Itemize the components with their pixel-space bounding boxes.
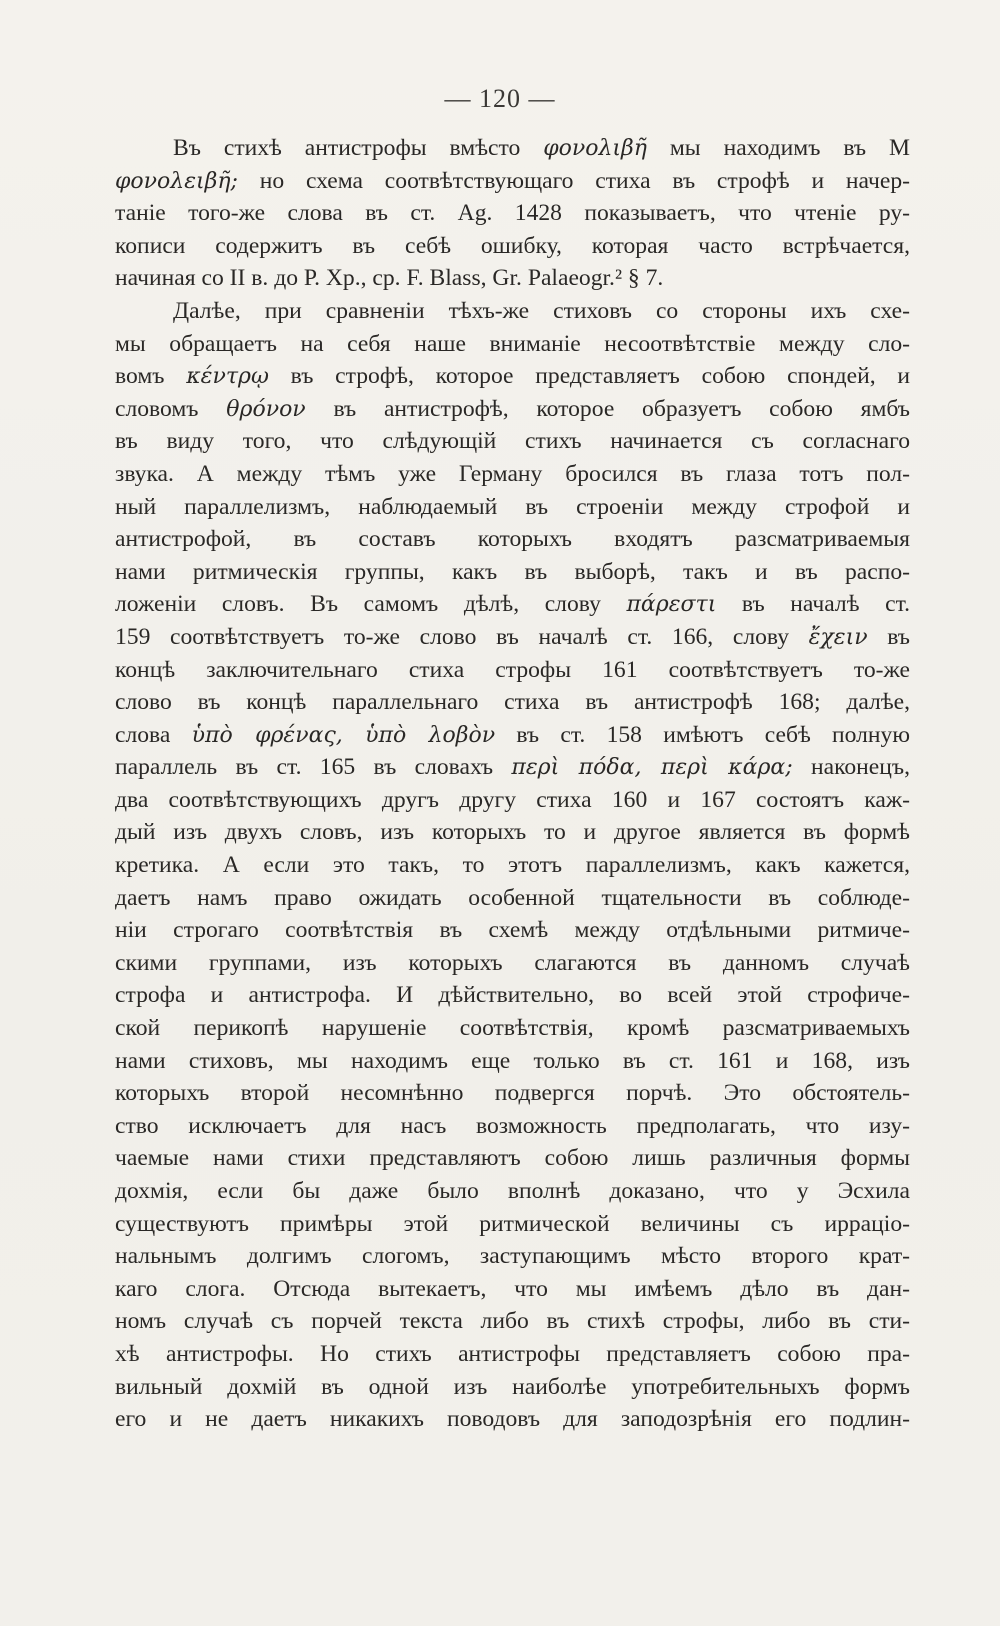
text-segment: вильный дохмій въ одной изъ наиболѣе употребительныхъ формъ [115,1373,910,1400]
text-line [115,621,910,654]
text-segment: въ антистрофѣ, которое образуетъ собою ямбъ [305,395,910,422]
text-segment: наконецъ, [792,754,910,781]
text-segment: хѣ антистрофы. Но стихъ антистрофы представляетъ собою пра- [115,1340,910,1367]
text-segment: дохмія, если бы даже было вполнѣ доказано, что у Эсхила [115,1178,910,1204]
text-segment: ской перикопѣ нарушеніе соотвѣтствія, кромѣ разсматриваемыхъ [115,1015,910,1042]
text-segment: скими группами, изъ которыхъ слагаются въ данномъ случаѣ [115,949,910,976]
text-segment: концѣ заключительнаго стиха строфы 161 соотвѣтствуетъ то-же [115,656,910,683]
text-line [115,1110,910,1143]
text-segment: антистрофой, въ составъ которыхъ входятъ разсматриваемыя [115,526,910,553]
text-segment: нами стиховъ, мы находимъ еще только въ ст. 161 и 168, изъ [115,1047,910,1074]
text-segment: ніи строгаго соотвѣтствія въ схемѣ между отдѣльными ритмиче- [115,917,910,944]
text-line [115,751,910,784]
greek-word: ὑπὸ φρένας, ὑπὸ λοβὸν [191,722,496,748]
greek-word: περὶ πόδα, περὶ κάρα; [511,755,793,781]
text-line [115,1371,910,1404]
text-line [115,1142,910,1175]
text-line [115,914,910,947]
text-line [115,588,910,621]
text-segment: въ [867,623,910,650]
text-line [115,1077,910,1110]
page-number: — 120 — [444,84,556,113]
text-line [115,1273,910,1306]
text-line [115,197,910,230]
text-line [115,849,910,882]
text-segment: параллель въ ст. 165 въ словахъ [115,754,512,781]
text-segment: словомъ [115,395,227,422]
text-segment: каго слога. Отсюда вытекаетъ, что мы имѣемъ дѣло въ дан- [115,1275,910,1302]
greek-word: θρόνον [226,396,306,422]
text-segment: существуютъ примѣры этой ритмической величины съ ирраціо- [115,1210,910,1237]
text-line [115,1045,910,1078]
body-text [115,132,910,1436]
text-segment: которыхъ второй несомнѣнно подвергся порчѣ. Это обстоятель- [115,1080,910,1107]
text-segment: Далѣе, при сравненіи тѣхъ-же стиховъ со стороны ихъ схе- [173,297,910,324]
text-line [115,1338,910,1371]
text-segment: даетъ намъ право ожидать особенной тщательности въ соблюде- [115,884,910,911]
text-line [115,654,910,687]
text-line [115,165,910,198]
text-line [115,295,910,328]
text-segment: строфа и антистрофа. И дѣйствительно, во всей этой строфиче- [115,982,910,1009]
text-line [115,784,910,817]
text-line [115,947,910,980]
text-segment: вомъ [115,363,187,390]
text-line [115,816,910,849]
text-segment: два соотвѣтствующихъ другъ другу стиха 160 и 167 состоятъ каж- [115,786,910,813]
text-segment: въ виду того, что слѣдующій стихъ начинается съ согласнаго [115,428,910,455]
greek-word: κέντρῳ [186,364,269,390]
text-segment: его и не даетъ никакихъ поводовъ для заподозрѣнія его подлин- [115,1406,910,1433]
text-line [115,882,910,915]
text-line [115,328,910,361]
greek-word: πάρεστι [626,592,717,618]
text-segment: кретика. А если это такъ, то этотъ параллелизмъ, какъ кажется, [115,852,910,879]
text-line [115,1240,910,1273]
text-segment: ство исключаетъ для насъ возможность предполагать, что изу- [115,1112,910,1139]
text-line [115,979,910,1012]
text-segment: номъ случаѣ съ порчей текста либо въ стихѣ строфы, либо въ сти- [115,1308,910,1335]
text-line [115,686,910,719]
text-segment: въ началѣ ст. [716,591,910,618]
text-line [115,719,910,752]
text-line [115,1012,910,1045]
text-segment: нальнымъ долгимъ слогомъ, заступающимъ мѣсто второго крат- [115,1243,910,1270]
text-line [115,393,910,426]
text-line [115,1175,910,1208]
text-segment: дый изъ двухъ словъ, изъ которыхъ то и другое является въ формѣ [115,819,910,846]
greek-word: φονολιβῆ [543,136,647,161]
text-segment: мы находимъ въ M [646,135,910,161]
text-segment: 159 соотвѣтствуетъ то-же слово въ началѣ ст. 166, слову [115,623,809,650]
text-line [115,132,910,165]
text-segment: звука. А между тѣмъ уже Герману бросился въ глаза тотъ пол- [115,460,910,487]
text-segment: нами ритмическія группы, какъ въ выборѣ, такъ и въ распо- [115,558,910,585]
text-segment: ложеніи словъ. Въ самомъ дѣлѣ, слову [115,591,627,618]
text-segment: Въ стихѣ антистрофы вмѣсто [173,135,544,161]
text-segment: чаемые нами стихи представляютъ собою лишь различныя формы [115,1145,910,1172]
text-line [115,360,910,393]
text-segment: слова [115,721,192,748]
text-line [115,556,910,589]
text-segment: таніе того-же слова въ ст. Ag. 1428 показываетъ, что чтеніе ру- [115,200,910,227]
text-segment: слово въ концѣ параллельнаго стиха въ антистрофѣ 168; далѣе, [115,689,910,716]
text-segment: ный параллелизмъ, наблюдаемый въ строеніи между строфой и [115,493,910,520]
text-segment: кописи содержитъ въ себѣ ошибку, которая часто встрѣчается, [115,232,910,259]
text-segment: мы обращаетъ на себя наше вниманіе несоотвѣтствіе между сло- [115,330,910,357]
text-line [115,523,910,556]
text-line [115,425,910,458]
text-line [115,491,910,524]
text-line [115,1208,910,1241]
text-line [115,458,910,491]
text-line [115,230,910,263]
text-segment: въ ст. 158 имѣютъ себѣ полную [495,721,910,748]
text-segment: начиная со II в. до Р. Хр., ср. F. Blass, Gr. Palaeogr.² § 7. [115,265,664,292]
text-line [115,262,910,295]
greek-word: φονολειβῆ; [115,168,238,194]
greek-word: ἔχειν [808,624,868,650]
text-line [115,1403,910,1436]
text-segment: въ строфѣ, которое представляетъ собою спондей, и [268,363,910,390]
text-segment: но схема соотвѣтствующаго стиха въ строфѣ и начер- [237,167,910,194]
text-line [115,1305,910,1338]
